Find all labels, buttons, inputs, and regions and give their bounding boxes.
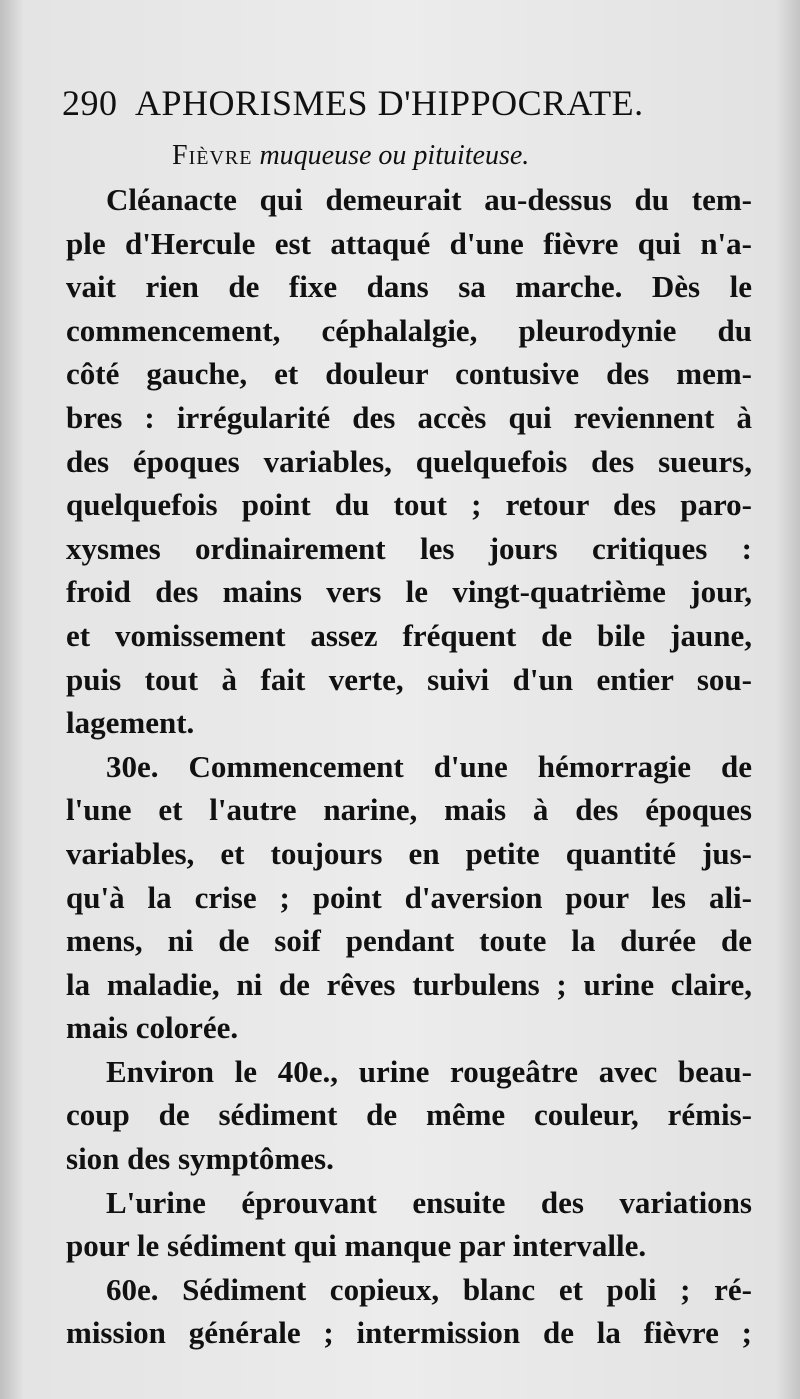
text-line: la maladie, ni de rêves turbulens ; urine claire, bbox=[66, 966, 752, 1002]
text-line: l'une et l'autre narine, mais à des époques bbox=[66, 792, 752, 828]
section-heading bbox=[172, 140, 529, 172]
text-line: des époques variables, quelquefois des sueurs, bbox=[66, 443, 752, 479]
text-line: Cléanacte qui demeurait au-dessus du tem- bbox=[106, 182, 752, 217]
text-line: mission générale ; intermission de la fièvre ; bbox=[66, 1315, 752, 1351]
section-heading-italic: muqueuse ou pituiteuse. bbox=[259, 140, 530, 171]
text-line: côté gauche, et douleur contusive des mem- bbox=[66, 356, 752, 392]
text-line: 30e. Commencement d'une hémorragie de bbox=[106, 748, 752, 784]
text-line: lagement. bbox=[66, 705, 195, 741]
text-line: froid des mains vers le vingt-quatrième jour, bbox=[66, 574, 752, 610]
text-line: sion des symptômes. bbox=[66, 1141, 334, 1177]
page-number: 290 bbox=[62, 83, 118, 123]
body-text bbox=[66, 178, 752, 1355]
text-line: bres : irrégularité des accès qui reviennent à bbox=[66, 399, 752, 435]
text-line: mais colorée. bbox=[66, 1010, 239, 1046]
text-line: quelquefois point du tout ; retour des paro- bbox=[66, 487, 752, 523]
text-line: et vomissement assez fréquent de bile jaune, bbox=[66, 617, 752, 653]
running-title: APHORISMES D'HIPPOCRATE. bbox=[135, 83, 644, 123]
text-line: 60e. Sédiment copieux, blanc et poli ; ré- bbox=[106, 1271, 752, 1307]
text-line: puis tout à fait verte, suivi d'un entier sou- bbox=[66, 661, 752, 697]
section-heading-smallcaps: Fièvre bbox=[172, 140, 253, 171]
page-header bbox=[62, 82, 702, 124]
text-line: xysmes ordinairement les jours critiques : bbox=[66, 530, 752, 566]
text-line: L'urine éprouvant ensuite des variations bbox=[106, 1184, 752, 1220]
text-line: ple d'Hercule est attaqué d'une fièvre qui n'a- bbox=[66, 225, 752, 261]
text-line: Environ le 40e., urine rougeâtre avec beau- bbox=[106, 1053, 752, 1089]
text-line: mens, ni de soif pendant toute la durée de bbox=[66, 923, 752, 959]
text-line: vait rien de fixe dans sa marche. Dès le bbox=[66, 269, 752, 305]
text-line: commencement, céphalalgie, pleurodynie du bbox=[66, 312, 752, 348]
text-line: coup de sédiment de même couleur, rémis- bbox=[66, 1097, 752, 1133]
text-line: variables, et toujours en petite quantité jus- bbox=[66, 835, 752, 871]
text-line: pour le sédiment qui manque par intervalle. bbox=[66, 1228, 647, 1264]
text-line: qu'à la crise ; point d'aversion pour les ali- bbox=[66, 879, 752, 915]
